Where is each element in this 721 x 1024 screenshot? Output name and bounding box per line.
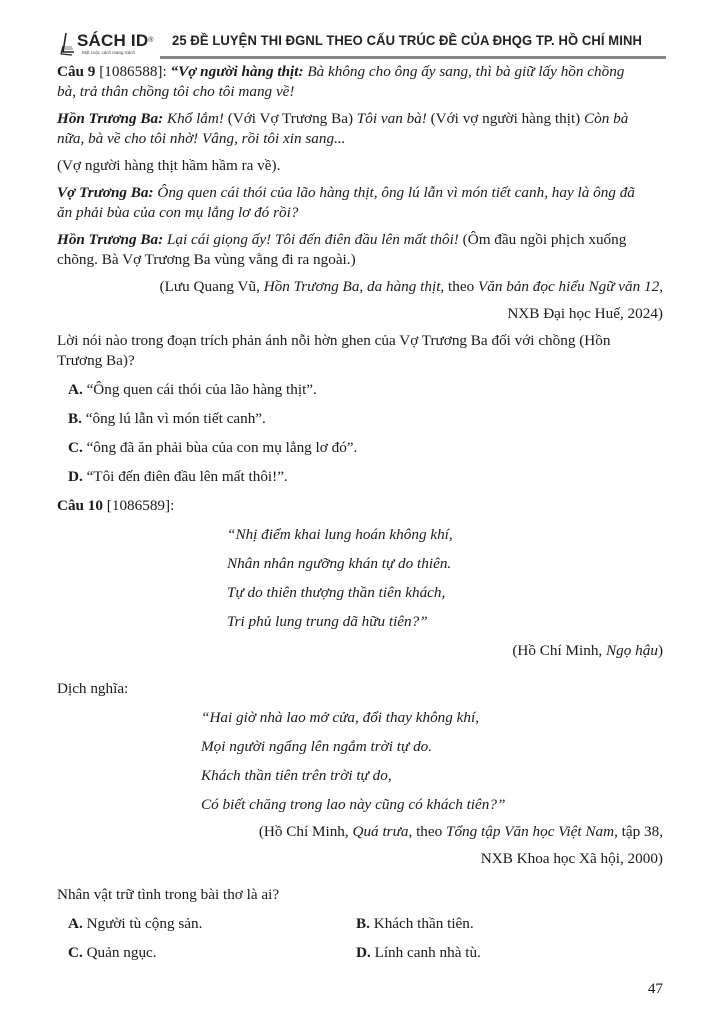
poem-source — [57, 641, 663, 661]
option-text: Người tù cộng sản. — [82, 915, 203, 932]
passage-line-5 — [57, 230, 663, 270]
stage-direction: (Với vợ người hàng thịt) — [426, 110, 585, 127]
citation-text: (Hồ Chí Minh, — [512, 642, 607, 659]
poem-line: “Nhị điểm khai lung hoán không khí, — [227, 526, 453, 543]
stage-direction-continuation: chõng. Bà Vợ Trương Ba vùng vằng đi ra ngoài.) — [57, 251, 356, 268]
translation-line: Có biết chăng trong lao này cũng có khách tiên?” — [201, 796, 506, 813]
prompt-text: Trương Ba)? — [57, 352, 135, 369]
option-text: Lính canh nhà tù. — [370, 944, 481, 961]
question-label: Câu 10 — [57, 497, 103, 514]
dialogue-text: Còn bà — [584, 110, 629, 127]
speaker-name: Vợ Trương Ba: — [57, 184, 154, 201]
poem-line: Tự do thiên thượng thần tiên khách, — [227, 584, 446, 601]
option-letter: B. — [68, 410, 82, 427]
stage-direction: (Ôm đầu ngồi phịch xuống — [458, 231, 627, 248]
publisher-logo — [60, 32, 155, 60]
source-citation — [57, 277, 663, 297]
translation-publisher: NXB Khoa học Xã hội, 2000) — [480, 850, 663, 867]
logo-tagline: Một cuộc cách mạng Sách — [82, 50, 136, 55]
option-text: Quản ngục. — [82, 944, 157, 961]
page-content — [57, 62, 663, 963]
dialogue-continuation: bà, trả thân chồng tôi cho tôi mang về! — [57, 83, 295, 100]
logo-text: SÁCH ID® — [77, 31, 154, 50]
stage-direction: (Với Vợ Trương Ba) — [223, 110, 357, 127]
citation-book: Văn bản đọc hiểu Ngữ văn 12 — [477, 278, 660, 295]
citation-text: , theo — [440, 278, 478, 295]
speaker-name: “Vợ người hàng thịt: — [170, 63, 304, 80]
options-row-1 — [57, 914, 663, 934]
answer-option-d[interactable] — [57, 467, 663, 487]
dialogue-text: Ông quen cái thói của lão hàng thịt, ông lú lẫn vì món tiết canh, hay là ông đã — [153, 184, 635, 201]
answer-option-a[interactable] — [57, 380, 663, 400]
poem-translation — [201, 708, 663, 815]
prompt-text: Lời nói nào trong đoạn trích phản ánh nỗi hờn ghen của Vợ Trương Ba đối với chồng (Hồn — [57, 332, 611, 349]
book-logo-icon — [60, 32, 76, 56]
answer-option-c[interactable] — [57, 438, 663, 458]
translation-line: Khách thần tiên trên trời tự do, — [201, 767, 392, 784]
citation-text: , theo — [408, 823, 447, 840]
question-id: [1086588]: — [99, 63, 167, 80]
translation-label: Dịch nghĩa: — [57, 680, 129, 697]
passage-line-2 — [57, 109, 663, 149]
option-letter: A. — [68, 915, 83, 932]
citation-text: , tập 38, — [614, 823, 663, 840]
dialogue-text: Bà không cho ông ấy sang, thì bà giữ lấy hồn chồng — [303, 63, 625, 80]
question-prompt — [57, 331, 663, 371]
poem-original — [227, 525, 663, 632]
source-publisher: NXB Đại học Huế, 2024) — [507, 305, 663, 322]
answer-option-a[interactable] — [68, 914, 356, 934]
question-header — [57, 496, 663, 516]
question-id: [1086589]: — [106, 497, 175, 514]
option-text: “ông lú lẫn vì món tiết canh”. — [81, 410, 266, 427]
option-letter: B. — [356, 915, 370, 932]
question-9 — [57, 62, 663, 487]
stage-direction: (Vợ người hàng thịt hầm hầm ra về). — [57, 157, 281, 174]
dialogue-continuation: nữa, bà về cho tôi nhờ! Vâng, rồi tôi xin sang... — [57, 130, 346, 147]
page-number: 47 — [647, 980, 663, 997]
citation-title: Ngọ hậu — [606, 642, 658, 659]
options-row-2 — [57, 943, 663, 963]
option-letter: A. — [68, 381, 83, 398]
option-text: “Ông quen cái thói của lão hàng thịt”. — [82, 381, 317, 398]
citation-text: , — [659, 278, 663, 295]
page-header — [0, 0, 721, 62]
speaker-name: Hồn Trương Ba: — [57, 231, 164, 248]
question-label: Câu 9 — [57, 63, 96, 80]
option-text: “ông đã ăn phải bùa của con mụ lẳng lơ đó”. — [82, 439, 358, 456]
option-letter: D. — [356, 944, 371, 961]
question-10 — [57, 496, 663, 963]
citation-book: Tổng tập Văn học Việt Nam — [446, 823, 615, 840]
poem-line: Tri phủ lung trung dã hữu tiên?” — [227, 613, 428, 630]
dialogue-text: Khổ lắm! — [163, 110, 224, 127]
option-letter: C. — [68, 944, 83, 961]
translation-source — [57, 822, 663, 842]
citation-text: ) — [657, 642, 663, 659]
option-letter: C. — [68, 439, 83, 456]
answer-option-b[interactable] — [356, 914, 644, 934]
question-prompt: Nhân vật trữ tình trong bài thơ là ai? — [57, 886, 280, 903]
speaker-name: Hồn Trương Ba: — [57, 110, 164, 127]
translation-line: Mọi người ngẩng lên ngắm trời tự do. — [201, 738, 433, 755]
answer-option-c[interactable] — [68, 943, 356, 963]
dialogue-text: Tôi van bà! — [356, 110, 427, 127]
passage-line-1 — [57, 62, 663, 102]
header-title: 25 ĐỀ LUYỆN THI ĐGNL THEO CẤU TRÚC ĐỀ CỦA ĐHQG TP. HỒ CHÍ MINH — [172, 32, 642, 48]
citation-text: (Lưu Quang Vũ, — [159, 278, 264, 295]
option-letter: D. — [68, 468, 83, 485]
header-divider — [160, 56, 666, 59]
option-text: Khách thần tiên. — [369, 915, 474, 932]
citation-title: Quá trưa — [352, 823, 409, 840]
translation-line: “Hai giờ nhà lao mở cửa, đổi thay không khí, — [201, 709, 480, 726]
passage-line-4 — [57, 183, 663, 223]
citation-text: (Hồ Chí Minh, — [258, 823, 353, 840]
citation-title: Hồn Trương Ba, da hàng thịt — [263, 278, 441, 295]
answer-option-b[interactable] — [57, 409, 663, 429]
dialogue-continuation: ăn phải bùa của con mụ lẳng lơ đó rồi? — [57, 204, 299, 221]
answer-option-d[interactable] — [356, 943, 644, 963]
poem-line: Nhân nhân ngưỡng khán tự do thiên. — [227, 555, 452, 572]
dialogue-text: Lại cái giọng ấy! Tôi đến điên đầu lên mất thôi! — [163, 231, 459, 248]
option-text: “Tôi đến điên đầu lên mất thôi!”. — [82, 468, 288, 485]
